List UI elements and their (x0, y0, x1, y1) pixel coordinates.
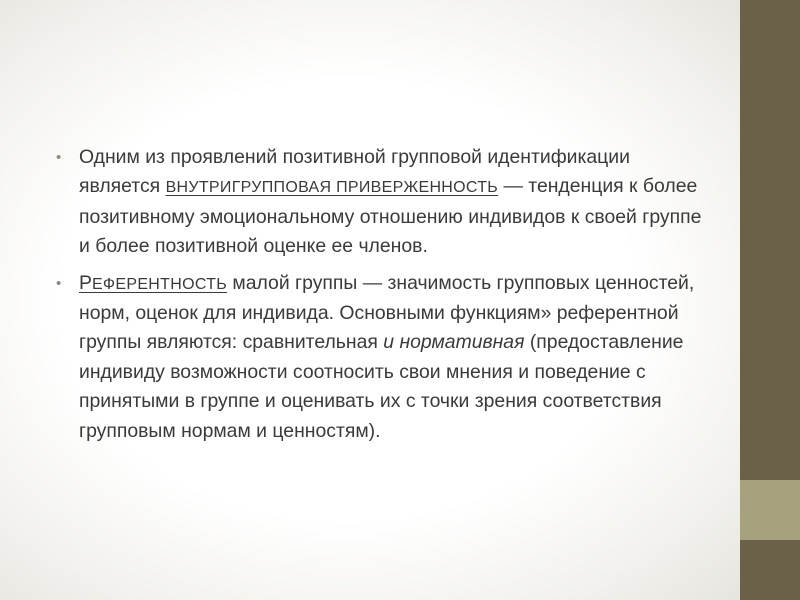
term-initial: Р (79, 271, 92, 294)
sidebar-decoration-accent (740, 480, 800, 540)
paragraph-text-end: (предоставление индивиду возможности соотносить свои мнения и поведение с принятыми в группе и оценивать их с точки зрения соответствия групповым нормам и ценностям). (79, 331, 684, 442)
paragraph-text-start: Одним из проявлений позитивной групповой идентификации является (79, 146, 630, 198)
term-referentness (79, 272, 227, 294)
sidebar-decoration-bottom (740, 540, 800, 600)
bullet-icon: • (56, 274, 62, 292)
term-rest: ЕФЕРЕНТНОСТЬ (91, 275, 228, 293)
paragraph-text-end: — тенденция к более позитивному эмоциональному отношению индивидов к своей группе и более позитивной оценке ее членов. (79, 175, 702, 258)
sidebar-decoration-top (740, 0, 800, 480)
bullet-list (56, 143, 706, 453)
bullet-icon: • (56, 149, 62, 166)
list-item (56, 143, 706, 262)
italic-phrase: и нормативная (383, 331, 525, 354)
list-item (56, 269, 706, 446)
term-ingroup-commitment: ВНУТРИГРУППОВАЯ ПРИВЕРЖЕННОСТЬ (165, 179, 499, 197)
paragraph-text-middle: малой группы — значимость групповых ценностей, норм, оценок для индивида. Основными функциям» референтной группы являются: сравнительная (79, 271, 695, 354)
